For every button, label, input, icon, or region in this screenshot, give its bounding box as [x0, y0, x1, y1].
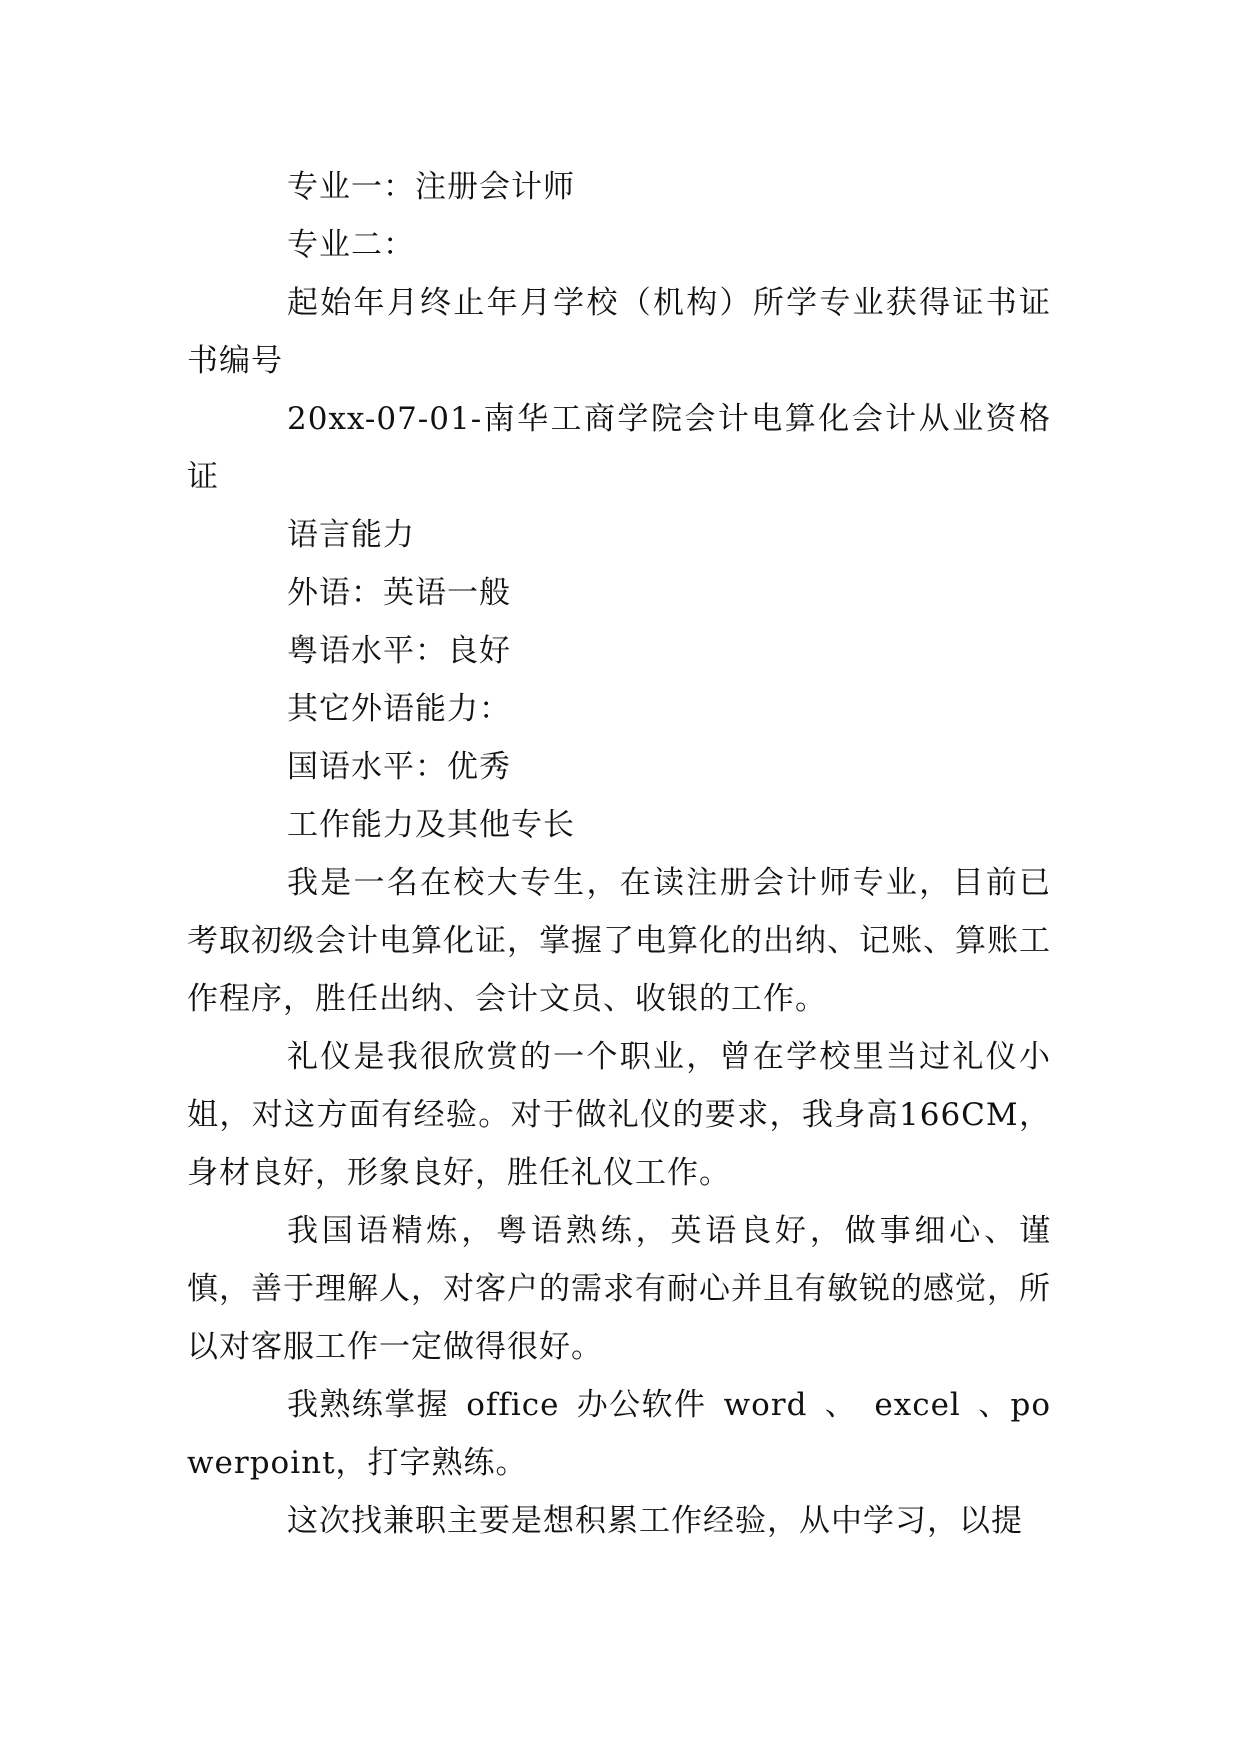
- paragraph-major-two: 专业二：: [287, 227, 415, 263]
- paragraph-skills-heading: 工作能力及其他专长: [287, 807, 575, 843]
- paragraph-education-header: 起始年月终止年月学校（机构）所学专业获得证书证书编号: [187, 285, 1051, 379]
- paragraph-etiquette: 礼仪是我很欣赏的一个职业，曾在学校里当过礼仪小姐，对这方面有经验。对于做礼仪的要求，我身高166CM，身材良好，形象良好，胜任礼仪工作。: [187, 1039, 1051, 1191]
- paragraph-mandarin-level: 国语水平：优秀: [287, 749, 511, 785]
- paragraph-office-skills: 我熟练掌握 office 办公软件 word 、 excel 、powerpoint，打字熟练。: [187, 1387, 1051, 1481]
- paragraph-customer-service: 我国语精炼，粤语熟练，英语良好，做事细心、谨慎，善于理解人，对客户的需求有耐心并且有敏锐的感觉，所以对客服工作一定做得很好。: [187, 1213, 1051, 1365]
- paragraph-language-heading: 语言能力: [287, 517, 415, 553]
- document-body: [187, 158, 1051, 1550]
- paragraph-cantonese-level: 粤语水平：良好: [287, 633, 511, 669]
- paragraph-student-summary: 我是一名在校大专生，在读注册会计师专业，目前已考取初级会计电算化证，掌握了电算化的出纳、记账、算账工作程序，胜任出纳、会计文员、收银的工作。: [187, 865, 1051, 1017]
- paragraph-foreign-language: 外语：英语一般: [287, 575, 511, 611]
- paragraph-job-goal: 这次找兼职主要是想积累工作经验，从中学习，以提: [287, 1503, 1023, 1539]
- paragraph-education-record: 20xx-07-01-南华工商学院会计电算化会计从业资格证: [187, 401, 1051, 495]
- paragraph-other-language: 其它外语能力：: [287, 691, 511, 727]
- paragraph-major-one: 专业一：注册会计师: [287, 169, 575, 205]
